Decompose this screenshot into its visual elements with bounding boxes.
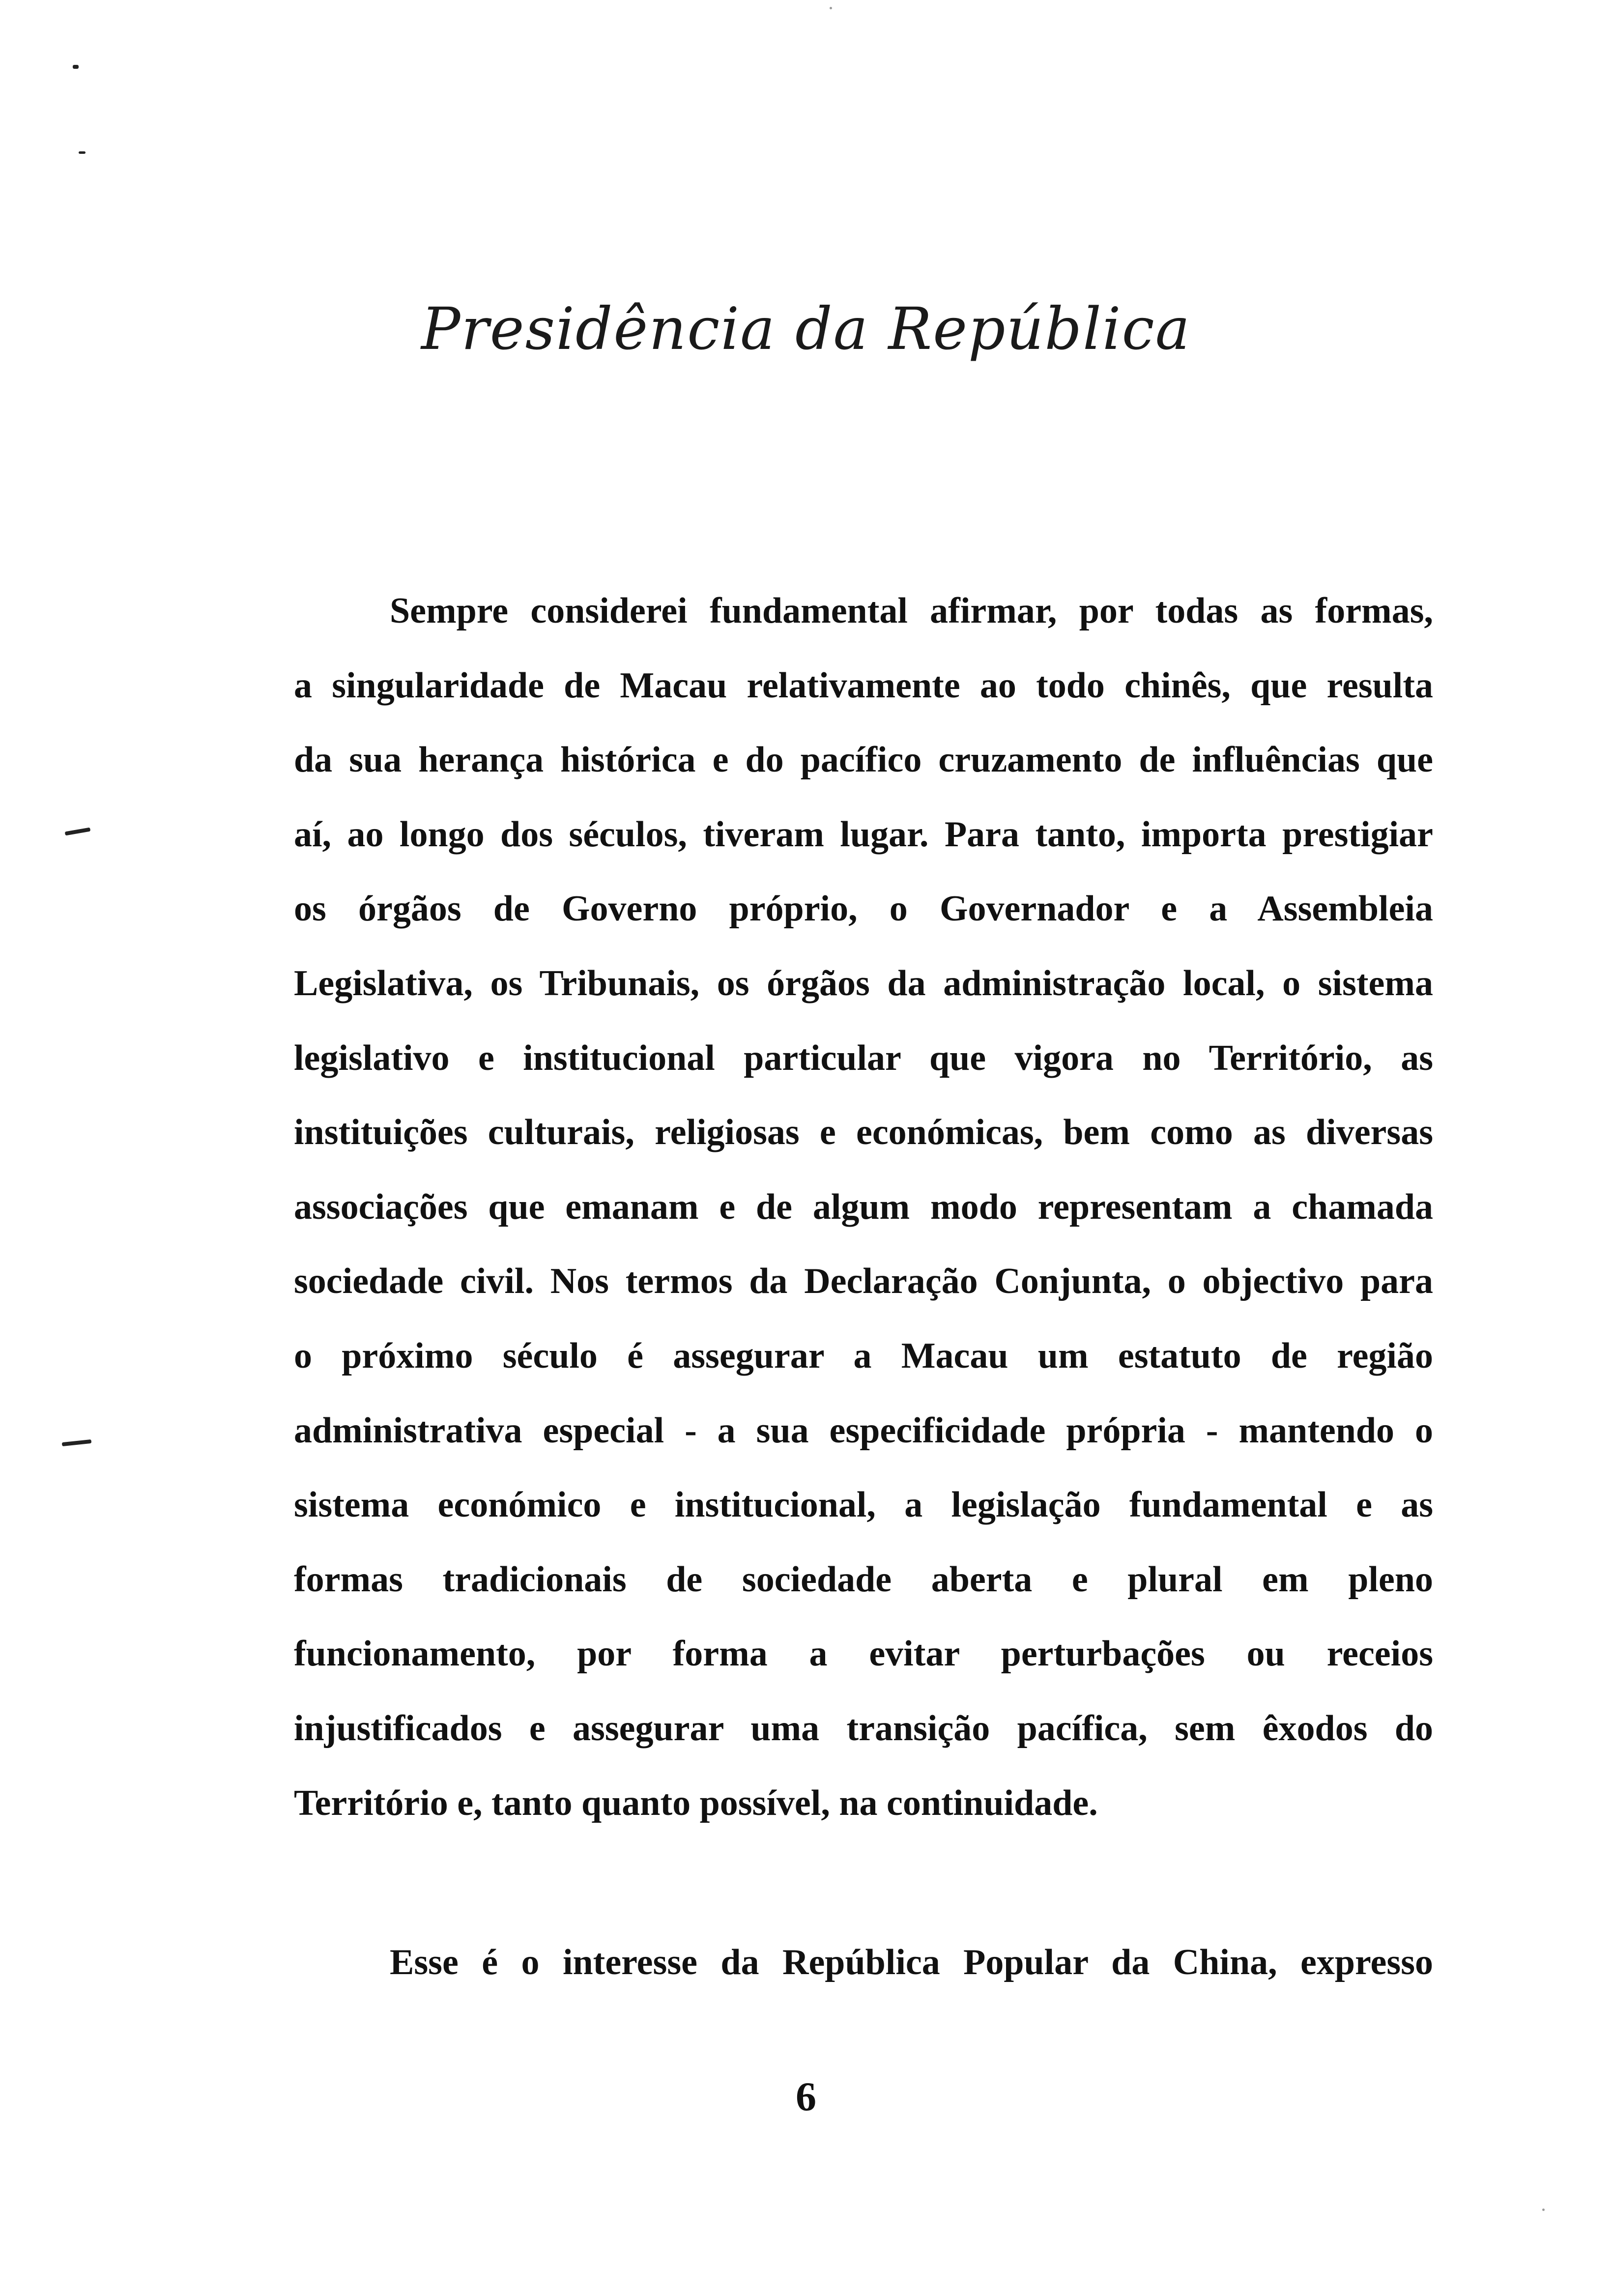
paragraph-line: funcionamento, por forma a evitar perturbações ou receios — [294, 1634, 1433, 1674]
paragraph-line: administrativa especial - a sua especificidade própria - mantendo o — [294, 1410, 1433, 1451]
paragraph-line: Território e, tanto quanto possível, na continuidade. — [294, 1782, 1098, 1823]
paragraph-line: os órgãos de Governo próprio, o Governador e a Assembleia — [294, 889, 1433, 929]
letterhead-title: Presidência da República — [421, 295, 1191, 363]
paragraph-line: Legislativa, os Tribunais, os órgãos da administração local, o sistema — [294, 963, 1433, 1004]
paragraph-line: legislativo e institucional particular que vigora no Território, as — [294, 1037, 1433, 1078]
paragraph-1 — [294, 574, 1433, 1840]
paragraph-line: associações que emanam e de algum modo representam a chamada — [294, 1186, 1433, 1227]
paragraph-line: aí, ao longo dos séculos, tiveram lugar. Para tanto, importa prestigiar — [294, 814, 1433, 855]
paragraph-line: Sempre considerei fundamental afirmar, por todas as formas, — [390, 591, 1433, 631]
paragraph-line: instituições culturais, religiosas e económicas, bem como as diversas — [294, 1112, 1433, 1153]
scan-artifact-mark — [79, 151, 86, 154]
scan-artifact-mark — [62, 1439, 92, 1446]
paragraph-line: sistema económico e institucional, a legislação fundamental e as — [294, 1485, 1433, 1525]
paragraph-2 — [294, 1925, 1433, 2000]
paragraph-line: sociedade civil. Nos termos da Declaração Conjunta, o objectivo para — [294, 1261, 1433, 1302]
paragraph-line: formas tradicionais de sociedade aberta e plural em pleno — [294, 1559, 1433, 1600]
scan-artifact-mark — [1542, 2209, 1545, 2211]
paragraph-line: injustificados e assegurar uma transição pacífica, sem êxodos do — [294, 1708, 1433, 1749]
paragraph-line: a singularidade de Macau relativamente ao todo chinês, que resulta — [294, 665, 1433, 706]
paragraph-line: Esse é o interesse da República Popular da China, expresso — [390, 1942, 1433, 1982]
page-number: 6 — [796, 2074, 816, 2120]
scan-artifact-mark — [830, 7, 832, 9]
paragraph-line: o próximo século é assegurar a Macau um estatuto de região — [294, 1335, 1433, 1376]
scan-artifact-mark — [65, 828, 91, 836]
paragraph-line: da sua herança histórica e do pacífico cruzamento de influências que — [294, 740, 1433, 780]
scan-artifact-mark — [73, 65, 79, 69]
